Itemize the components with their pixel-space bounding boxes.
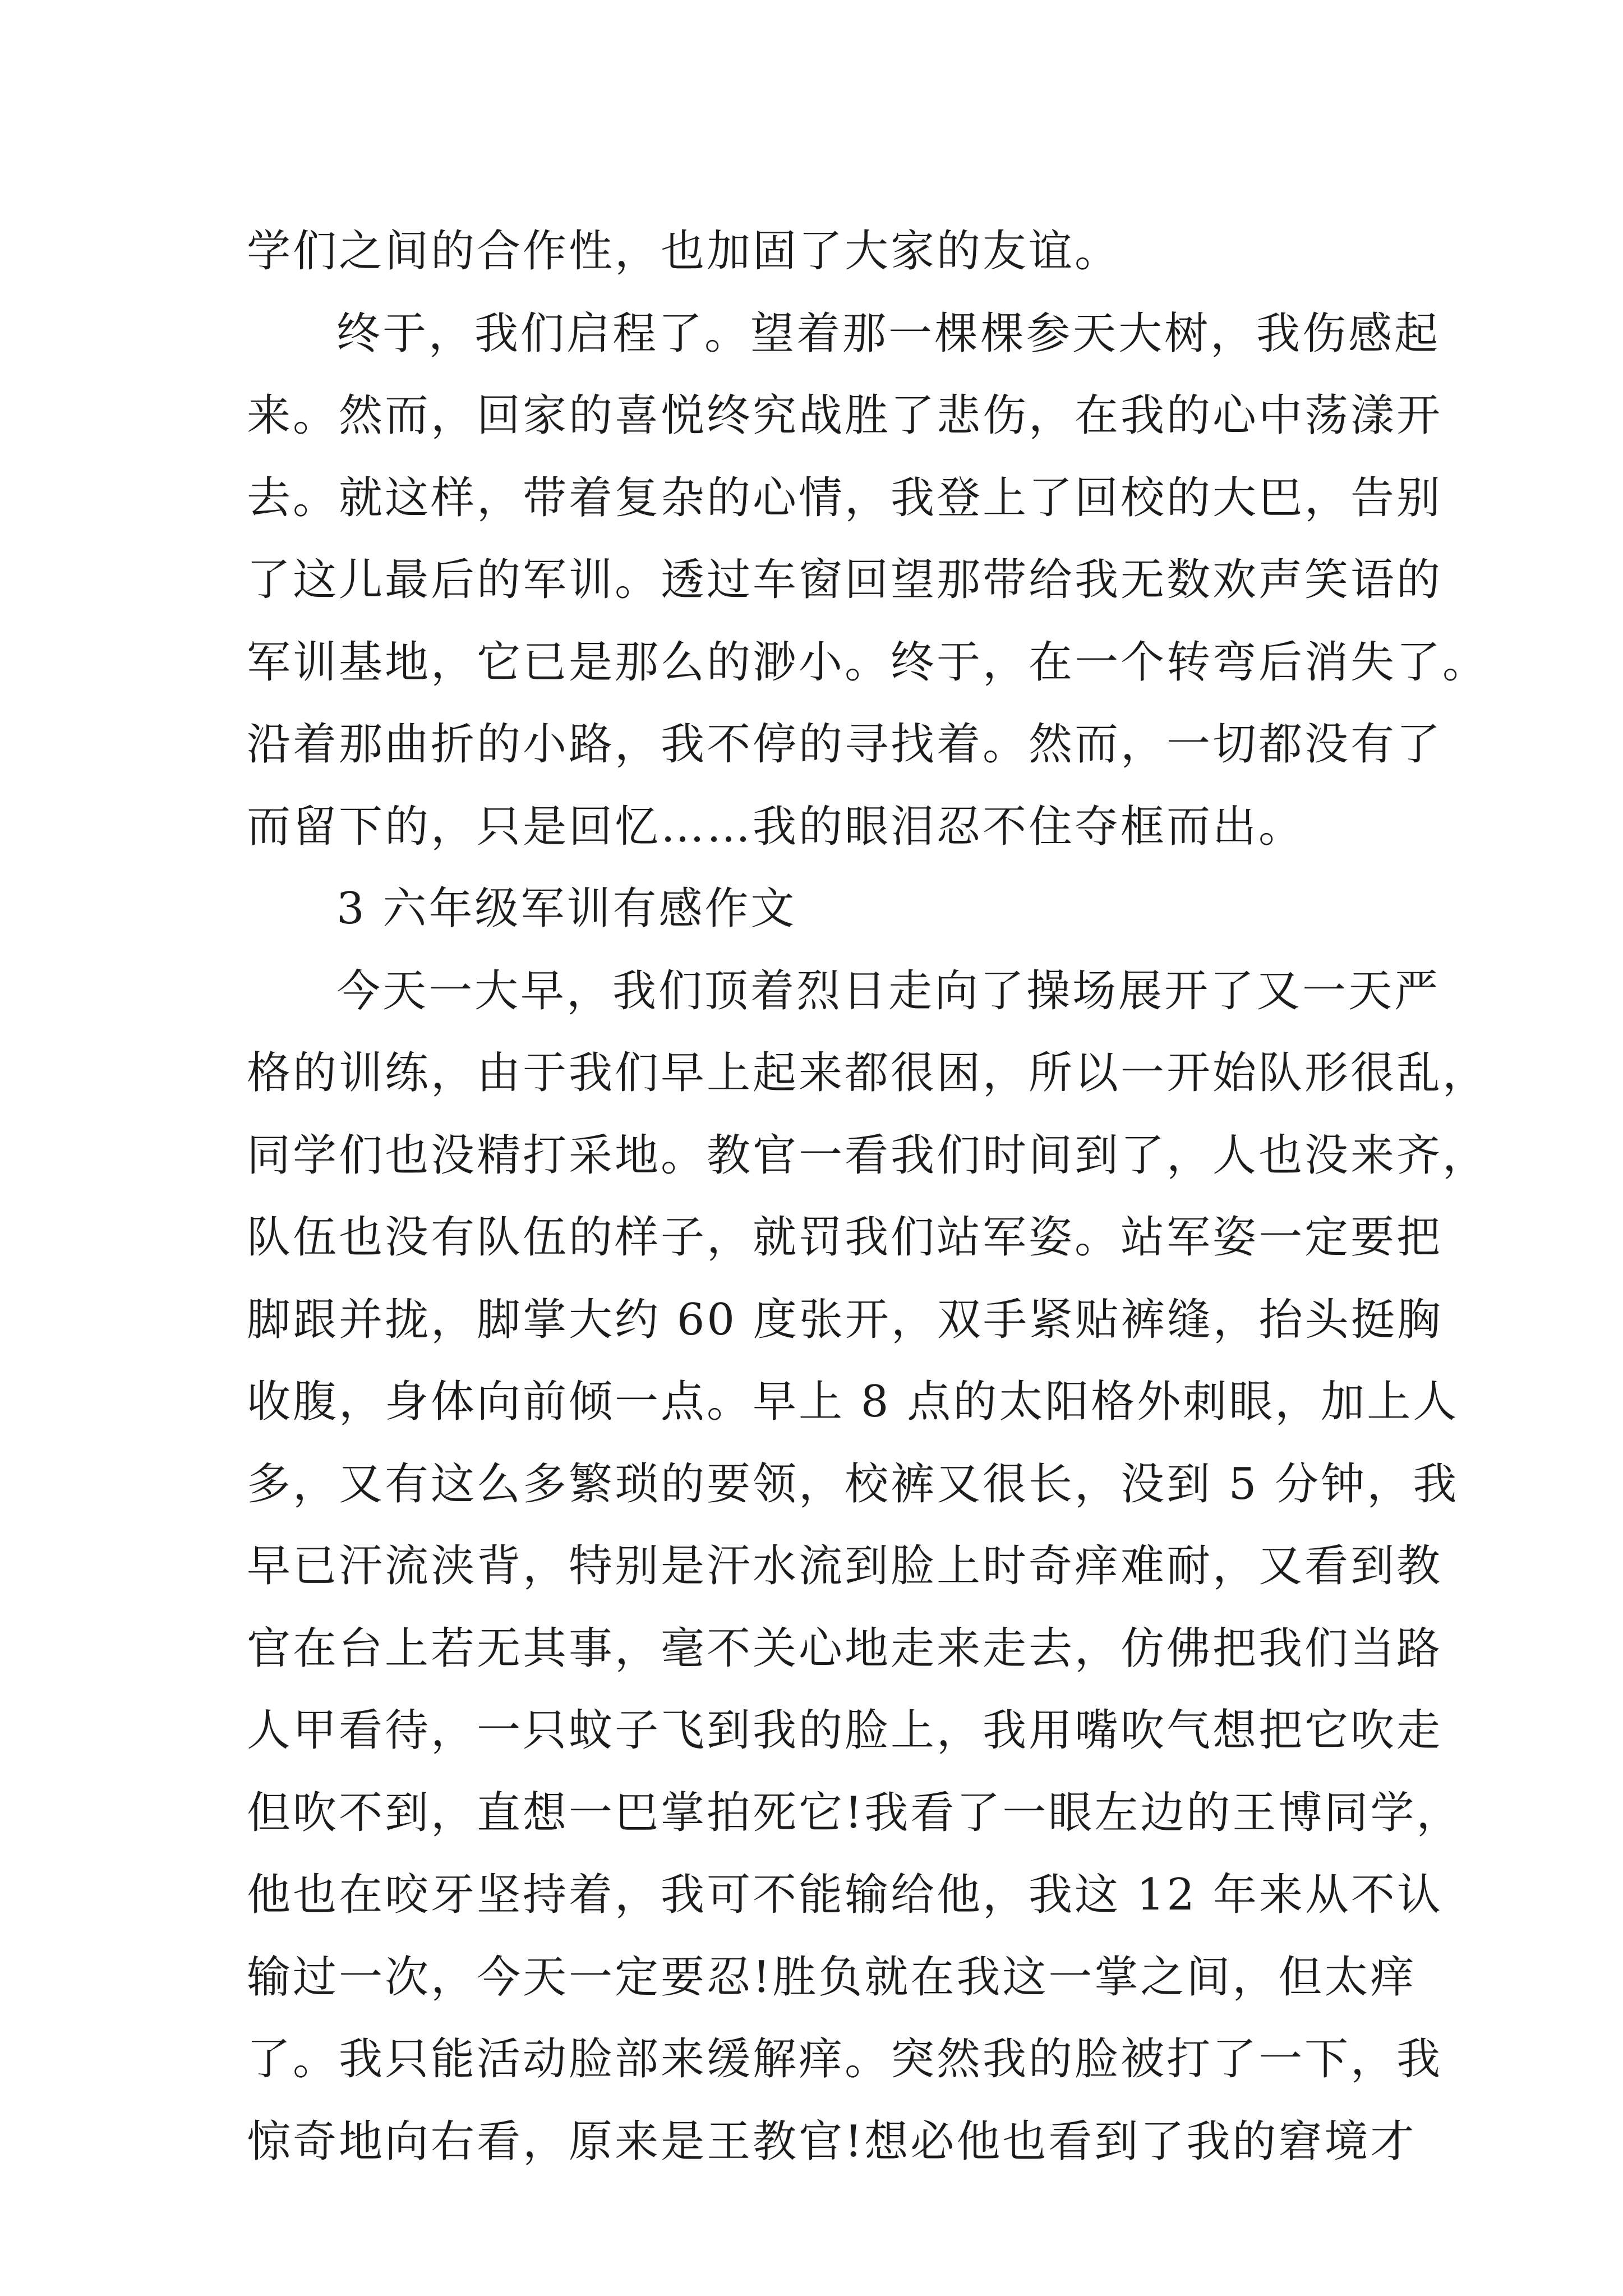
text-line: 收腹，身体向前倾一点。早上 8 点的太阳格外刺眼，加上人 <box>247 1377 1459 1427</box>
text-line: 但吹不到，直想一巴掌拍死它!我看了一眼左边的王博同学， <box>247 1787 1463 1838</box>
text-line: 格的训练，由于我们早上起来都很困，所以一开始队形很乱， <box>247 1048 1489 1098</box>
essay-text <box>247 210 1489 2183</box>
text-line: 人甲看待，一只蚊子飞到我的脸上，我用嘴吹气想把它吹走 <box>247 1705 1443 1756</box>
text-line: 多，又有这么多繁琐的要领，校裤又很长，没到 5 分钟，我 <box>247 1458 1459 1510</box>
text-line: 队伍也没有队伍的样子，就罚我们站军姿。站军姿一定要把 <box>247 1212 1443 1263</box>
text-line: 官在台上若无其事，毫不关心地走来走去，仿佛把我们当路 <box>247 1623 1443 1674</box>
text-line: 而留下的，只是回忆……我的眼泪忍不住夺框而出。 <box>247 801 1305 852</box>
text-line: 他也在咬牙坚持着，我可不能输给他，我这 12 年来从不认 <box>247 1870 1443 1920</box>
text-line: 同学们也没精打采地。教官一看我们时间到了，人也没来齐， <box>247 1130 1489 1181</box>
text-line: 今天一大早，我们顶着烈日走向了操场展开了又一天严 <box>336 965 1441 1016</box>
text-line: 去。就这样，带着复杂的心情，我登上了回校的大巴，告别 <box>247 472 1443 523</box>
text-line: 了这儿最后的军训。透过车窗回望那带给我无数欢声笑语的 <box>247 555 1443 605</box>
text-line: 输过一次，今天一定要忍!胜负就在我这一掌之间，但太痒 <box>247 1952 1417 2003</box>
text-line: 了。我只能活动脸部来缓解痒。突然我的脸被打了一下，我 <box>247 2034 1443 2085</box>
text-line: 惊奇地向右看，原来是王教官!想必他也看到了我的窘境才 <box>247 2116 1417 2167</box>
text-line: 脚跟并拢，脚掌大约 60 度张开，双手紧贴裤缝，抬头挺胸 <box>247 1294 1443 1345</box>
text-line: 学们之间的合作性，也加固了大家的友谊。 <box>247 226 1121 277</box>
text-line: 早已汗流浃背，特别是汗水流到脸上时奇痒难耐，又看到教 <box>247 1541 1443 1591</box>
section-heading: 3 六年级军训有感作文 <box>336 884 797 934</box>
text-line: 终于，我们启程了。望着那一棵棵参天大树，我伤感起 <box>336 308 1441 359</box>
text-line: 沿着那曲折的小路，我不停的寻找着。然而，一切都没有了 <box>247 719 1443 770</box>
text-line: 来。然而，回家的喜悦终究战胜了悲伤，在我的心中荡漾开 <box>247 390 1443 441</box>
text-line: 军训基地，它已是那么的渺小。终于，在一个转弯后消失了。 <box>247 637 1489 688</box>
